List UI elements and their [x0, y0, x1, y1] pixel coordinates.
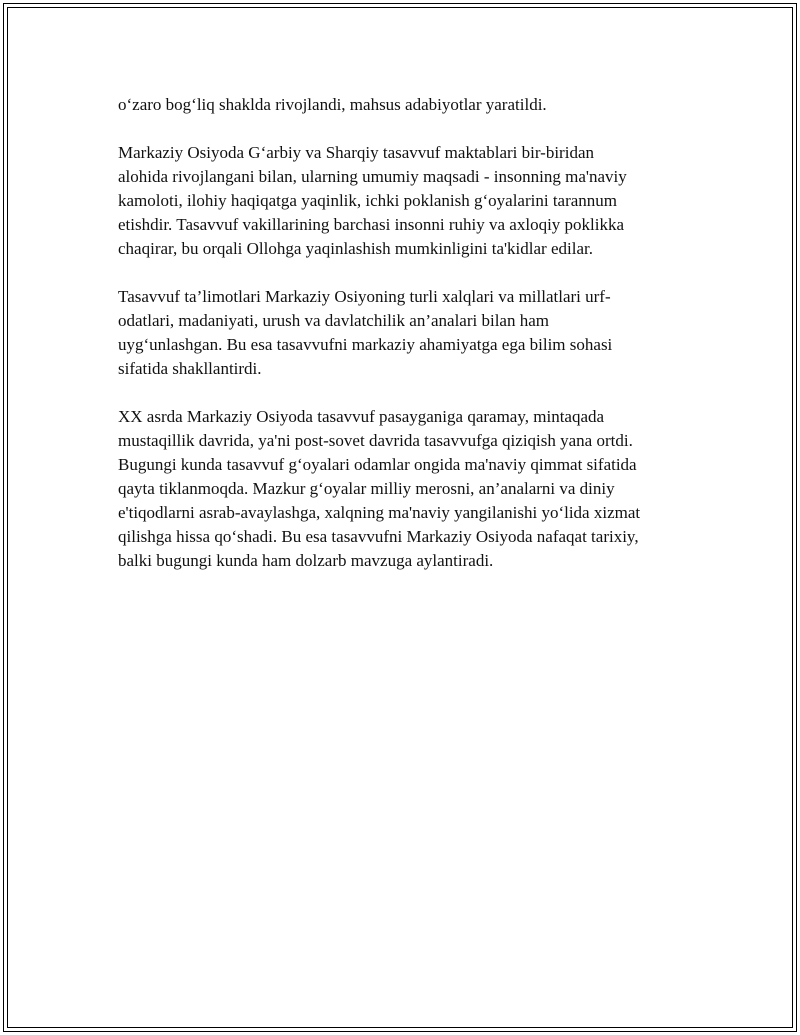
text-line: sifatida shakllantirdi. [118, 359, 262, 378]
text-line: Markaziy Osiyoda G‘arbiy va Sharqiy tasavvuf maktablari bir-biridan [118, 143, 594, 162]
paragraph-1 [118, 93, 702, 117]
text-line: chaqirar, bu orqali Ollohga yaqinlashish mumkinligini ta'kidlar edilar. [118, 239, 593, 258]
text-line: qilishga hissa qo‘shadi. Bu esa tasavvufni Markaziy Osiyoda nafaqat tarixiy, [118, 527, 639, 546]
text-line: o‘zaro bog‘liq shaklda rivojlandi, mahsus adabiyotlar yaratildi. [118, 95, 547, 114]
paragraph-3 [118, 285, 702, 381]
text-line: etishdir. Tasavvuf vakillarining barchasi insonni ruhiy va axloqiy poklikka [118, 215, 625, 234]
text-line: XX asrda Markaziy Osiyoda tasavvuf pasayganiga qaramay, mintaqada [118, 407, 605, 426]
text-line: balki bugungi kunda ham dolzarb mavzuga aylantiradi. [118, 551, 494, 570]
text-line: alohida rivojlangani bilan, ularning umumiy maqsadi - insonning ma'naviy [118, 167, 627, 186]
text-line: odatlari, madaniyati, urush va davlatchilik an’analari bilan ham [118, 311, 549, 330]
text-line: uyg‘unlashgan. Bu esa tasavvufni markaziy ahamiyatga ega bilim sohasi [118, 335, 613, 354]
text-line: kamoloti, ilohiy haqiqatga yaqinlik, ichki poklanish g‘oyalarini tarannum [118, 191, 618, 210]
text-line: e'tiqodlarni asrab-avaylashga, xalqning ma'naviy yangilanishi yo‘lida xizmat [118, 503, 641, 522]
text-line: qayta tiklanmoqda. Mazkur g‘oyalar milliy merosni, an’analarni va diniy [118, 479, 615, 498]
paragraph-4 [118, 405, 702, 573]
paragraph-2 [118, 141, 702, 261]
document-body [118, 93, 702, 597]
text-line: mustaqillik davrida, ya'ni post-sovet davrida tasavvufga qiziqish yana ortdi. [118, 431, 633, 450]
text-line: Tasavvuf ta’limotlari Markaziy Osiyoning turli xalqlari va millatlari urf- [118, 287, 611, 306]
text-line: Bugungi kunda tasavvuf g‘oyalari odamlar ongida ma'naviy qimmat sifatida [118, 455, 637, 474]
